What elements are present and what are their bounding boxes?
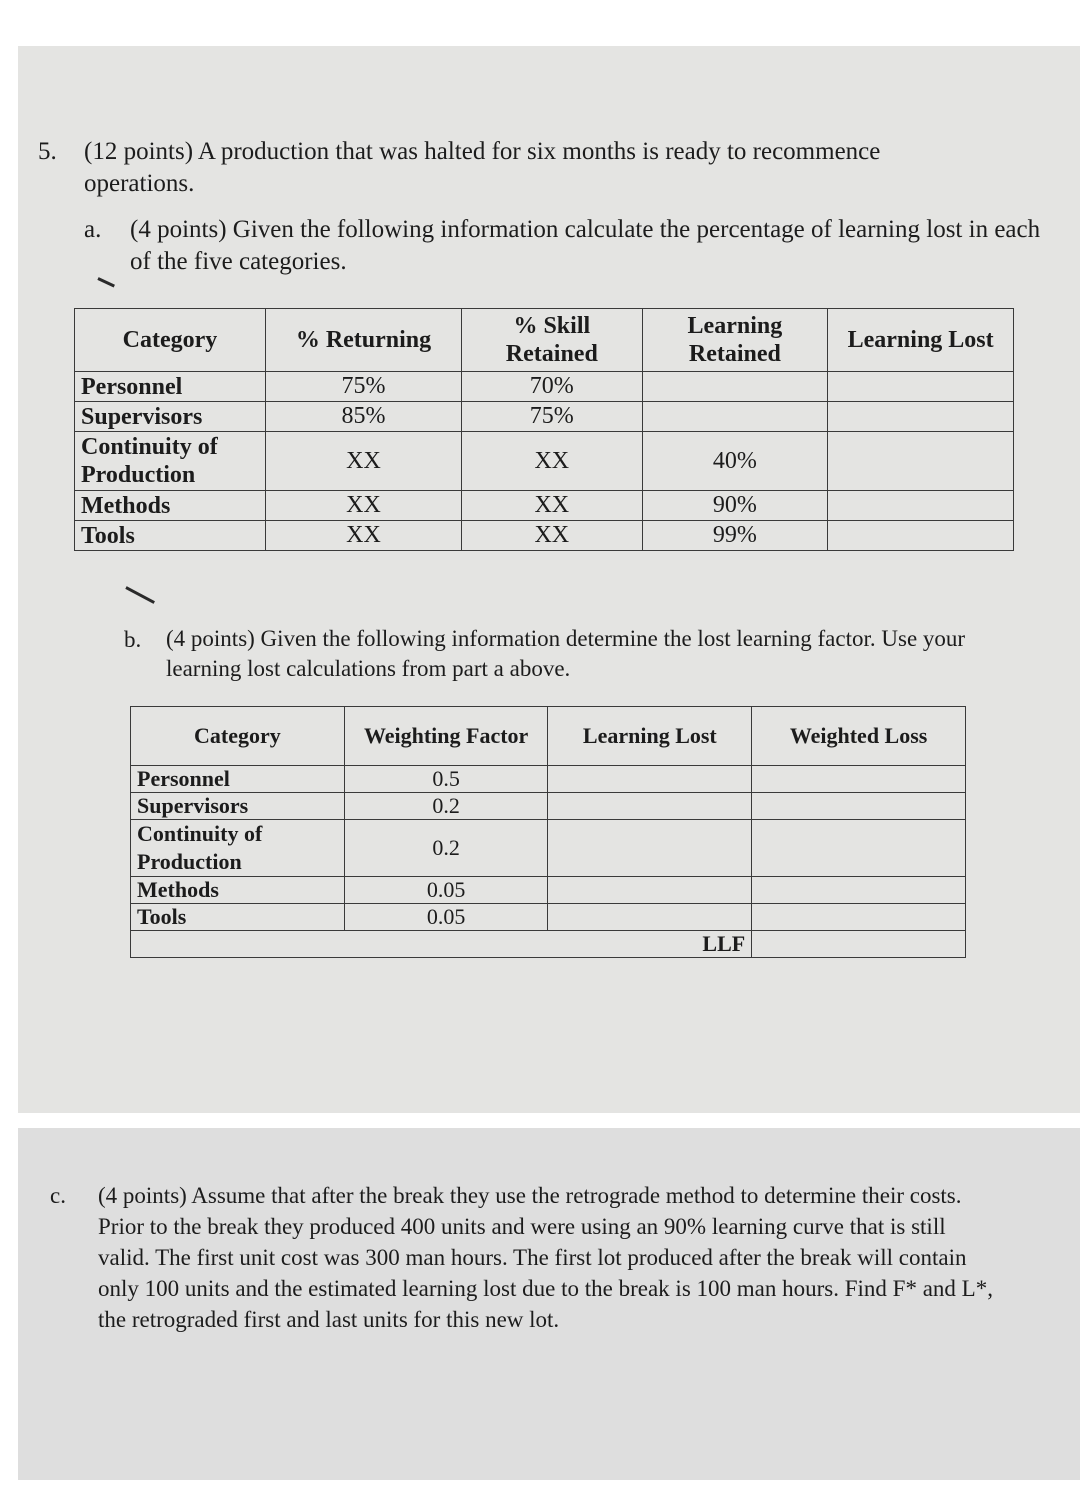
cell-value: 75%	[462, 402, 642, 432]
cell-blank[interactable]	[828, 402, 1014, 432]
row-category: Tools	[75, 521, 266, 551]
cell-blank[interactable]	[828, 372, 1014, 402]
table-row	[75, 372, 1014, 402]
row-category: Continuity of Production	[131, 820, 345, 877]
cell-value: XX	[265, 491, 461, 521]
question-number: 5.	[38, 138, 57, 165]
cell-value: 70%	[462, 372, 642, 402]
table-row	[131, 904, 966, 931]
cell-blank[interactable]	[548, 904, 752, 931]
cell-blank[interactable]	[752, 820, 966, 877]
part-a-label: a.	[84, 216, 102, 243]
cell-blank[interactable]	[752, 904, 966, 931]
cell-value: 40%	[642, 432, 828, 491]
cell-value: XX	[265, 432, 461, 491]
llf-label: LLF	[131, 931, 752, 958]
table-row	[131, 766, 966, 793]
pen-mark	[125, 586, 155, 604]
cell-value: 0.05	[344, 877, 548, 904]
table-row	[75, 491, 1014, 521]
row-category: Supervisors	[131, 793, 345, 820]
total-row	[131, 931, 966, 958]
worksheet-page	[18, 46, 1080, 1113]
cell-value: 90%	[642, 491, 828, 521]
table-row	[131, 820, 966, 877]
llf-blank[interactable]	[752, 931, 966, 958]
cell-value: 99%	[642, 521, 828, 551]
cell-blank[interactable]	[828, 432, 1014, 491]
cell-blank[interactable]	[642, 402, 828, 432]
cell-value: 0.2	[344, 793, 548, 820]
part-b-text: (4 points) Given the following information determine the lost learning factor. Use your learning lost calculations from part a above.	[166, 626, 966, 681]
part-c-text: (4 points) Assume that after the break they use the retrograde method to determine their costs. Prior to the break they produced 400 units and were using an 90% learning curve that is still valid. The first unit cost was 300 man hours. The first lot produced after the break will contain only 100 units and the estimated learning lost due to the break is 100 man hours. Find F* and L*, the retrograded first and last units for this new lot.	[98, 1183, 993, 1332]
cell-blank[interactable]	[548, 820, 752, 877]
cell-value: 0.05	[344, 904, 548, 931]
cell-value: 0.5	[344, 766, 548, 793]
header-percent-returning: % Returning	[265, 309, 461, 372]
header-weighted-loss: Weighted Loss	[752, 707, 966, 766]
cell-blank[interactable]	[548, 877, 752, 904]
question-text: (12 points) A production that was halted for six months is ready to recommence operations.	[84, 138, 881, 197]
table-header-row	[131, 707, 966, 766]
cell-blank[interactable]	[828, 491, 1014, 521]
worksheet-page-continued	[18, 1128, 1080, 1480]
part-b-label: b.	[124, 627, 142, 652]
cell-value: XX	[462, 432, 642, 491]
cell-blank[interactable]	[752, 766, 966, 793]
header-category: Category	[75, 309, 266, 372]
learning-lost-table	[74, 308, 1014, 551]
header-learning-lost: Learning Lost	[828, 309, 1014, 372]
row-category: Continuity of Production	[75, 432, 266, 491]
table-row	[75, 521, 1014, 551]
cell-value: 0.2	[344, 820, 548, 877]
cell-value: XX	[462, 521, 642, 551]
cell-blank[interactable]	[752, 793, 966, 820]
row-category: Personnel	[75, 372, 266, 402]
row-category: Tools	[131, 904, 345, 931]
row-category: Methods	[131, 877, 345, 904]
table-row	[75, 402, 1014, 432]
header-learning-lost: Learning Lost	[548, 707, 752, 766]
cell-blank[interactable]	[642, 372, 828, 402]
header-category: Category	[131, 707, 345, 766]
header-weighting-factor: Weighting Factor	[344, 707, 548, 766]
cell-blank[interactable]	[548, 793, 752, 820]
pen-mark	[97, 277, 115, 287]
cell-blank[interactable]	[548, 766, 752, 793]
part-c-label: c.	[50, 1183, 66, 1208]
row-category: Supervisors	[75, 402, 266, 432]
cell-blank[interactable]	[752, 877, 966, 904]
cell-value: 85%	[265, 402, 461, 432]
row-category: Personnel	[131, 766, 345, 793]
cell-blank[interactable]	[828, 521, 1014, 551]
part-a-text: (4 points) Given the following information calculate the percentage of learning lost in each of the five categories.	[130, 216, 1041, 275]
table-header-row	[75, 309, 1014, 372]
table-row	[131, 877, 966, 904]
cell-value: XX	[265, 521, 461, 551]
row-category: Methods	[75, 491, 266, 521]
cell-value: 75%	[265, 372, 461, 402]
cell-value: XX	[462, 491, 642, 521]
header-learning-retained: Learning Retained	[642, 309, 828, 372]
header-percent-skill-retained: % Skill Retained	[462, 309, 642, 372]
table-row	[131, 793, 966, 820]
table-row	[75, 432, 1014, 491]
lost-learning-factor-table	[130, 706, 966, 958]
